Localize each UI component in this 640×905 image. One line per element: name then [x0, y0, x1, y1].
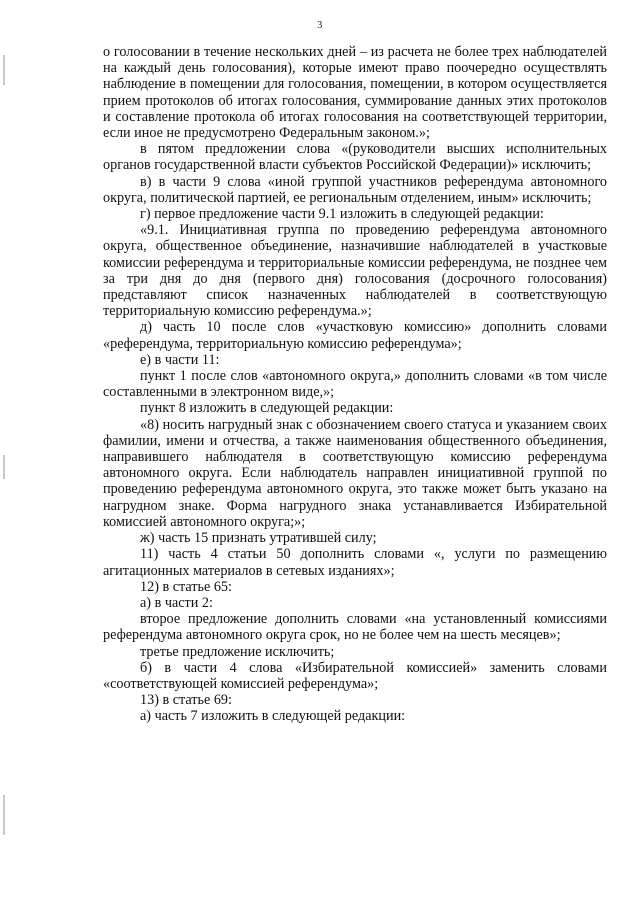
paragraph: а) часть 7 изложить в следующей редакции: [140, 708, 406, 725]
paragraph: д) часть 10 после слов «участковую комиссию» дополнить словами «референдума, территориальную комиссию референдума»; [103, 319, 607, 352]
paragraph: 11) часть 4 статьи 50 дополнить словами «, услуги по размещению агитационных материалов в сетевых изданиях»; [103, 546, 607, 579]
paragraph: а) в части 2: [140, 594, 213, 611]
paragraph: в) в части 9 слова «иной группой участников референдума автономного округа, политической партией, ее региональным отделением, иным» исключить; [103, 173, 607, 206]
paragraph: пункт 1 после слов «автономного округа,» дополнить словами «в том числе составленными в электронном виде,»; [103, 368, 607, 401]
paragraph: второе предложение дополнить словами «на установленный комиссиями референдума автономного округа срок, но не более чем на шесть месяцев»; [103, 611, 607, 644]
paragraph: 12) в статье 65: [140, 578, 232, 595]
page-number: 3 [317, 20, 323, 31]
paragraph: г) первое предложение части 9.1 изложить в следующей редакции: [140, 206, 544, 223]
paragraph-continuation: о голосовании в течение нескольких дней – из расчета не более трех наблюдателей на каждый день голосования), которые имеют право поочередно осуществлять наблюдение в помещении для голосования, помещении, в котором осуществляется прием протоколов об итогах голосования, суммирование данных этих протоколов и составление протокола об итогах голосования на соответствующей территории, если иное не предусмотрено Федеральным законом.»; [103, 44, 607, 142]
paragraph: пункт 8 изложить в следующей редакции: [140, 400, 394, 417]
paragraph: б) в части 4 слова «Избирательной комиссией» заменить словами «соответствующей комиссией референдума»; [103, 659, 607, 692]
paragraph: ж) часть 15 признать утратившей силу; [140, 530, 377, 547]
paragraph: «8) носить нагрудный знак с обозначением своего статуса и указанием своих фамилии, имени и отчества, а также наименования общественного объединения, направившего наблюдателя в соответствующую комиссию референдума автономного округа. Если наблюдатель направлен инициативной группой по проведению референдума автономного округа, это также может быть указано на нагрудном знаке. Форма нагрудного знака устанавливается Избирательной комиссией автономного округа;»; [103, 416, 607, 530]
paragraph: третье предложение исключить; [140, 643, 335, 660]
document-body [103, 44, 607, 725]
scan-margin-mark [3, 455, 5, 479]
scan-margin-mark [3, 795, 5, 835]
paragraph: «9.1. Инициативная группа по проведению референдума автономного округа, общественное объединение, назначившие наблюдателей в участковые комиссии референдума и территориальные комиссии референдума, не позднее чем за три дня до дня (первого дня) голосования (досрочного голосования) представляют список назначенных наблюдателей в соответствующую территориальную комиссию референдума.»; [103, 222, 607, 320]
paragraph: 13) в статье 69: [140, 692, 232, 709]
paragraph: в пятом предложении слова «(руководители высших исполнительных органов государственной власти субъектов Российской Федерации)» исключить; [103, 141, 607, 174]
scan-margin-mark [3, 55, 5, 85]
paragraph: е) в части 11: [140, 351, 220, 368]
